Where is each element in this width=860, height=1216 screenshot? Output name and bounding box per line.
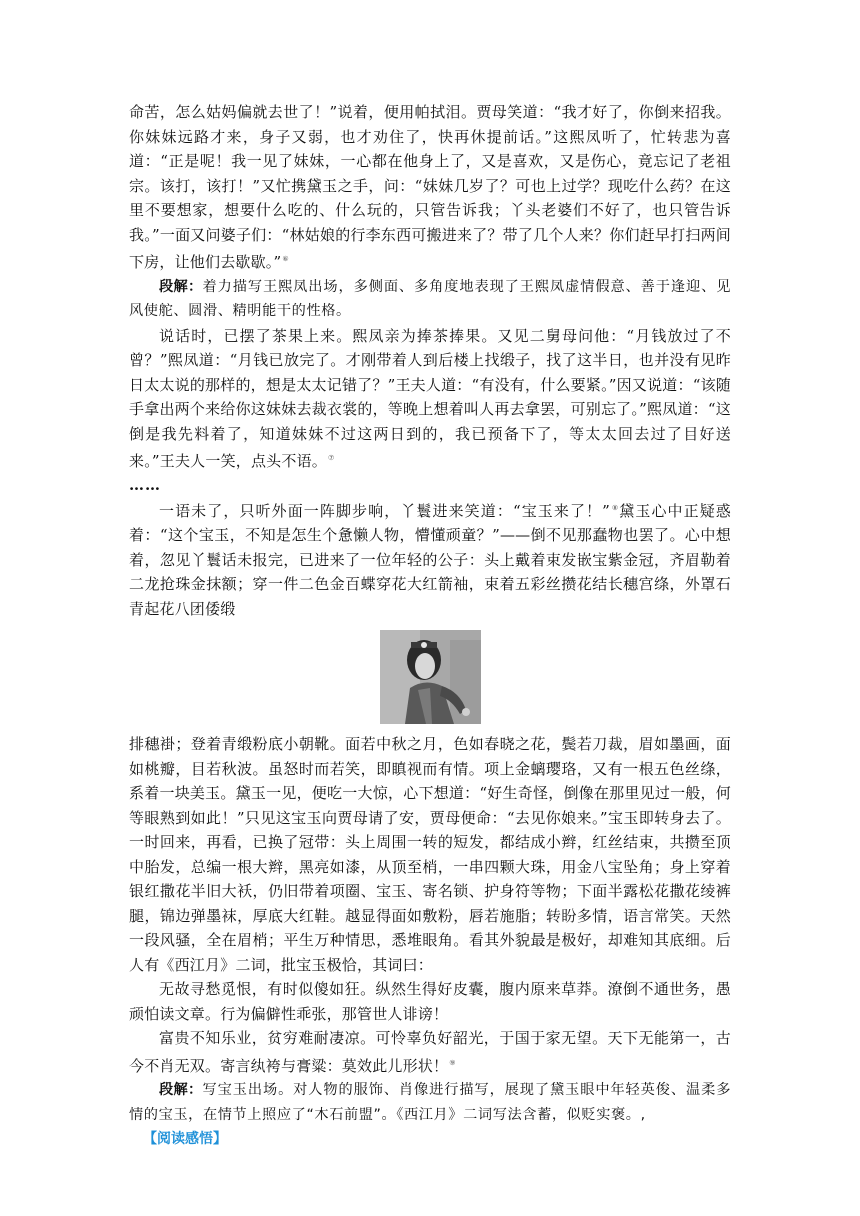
footnote-marker: ⑧ — [611, 503, 620, 512]
analysis-label: 段解： — [159, 278, 203, 295]
footnote-marker: ⑥ — [282, 255, 289, 263]
paragraph-wang-xifeng-speech — [129, 100, 731, 275]
paragraph-text: 一语未了，只听外面一阵脚步响，丫鬟进来笑道：“宝玉来了！” — [159, 501, 611, 520]
paragraph-text: 黛玉心中正疑惑着：“这个宝玉，不知是怎生个惫懒人物，懵懂顽童？”——倒不见那蠢物也罢了。心中想着，忽见丫鬟话未报完，已进来了一位年轻的公子：头上戴着束发嵌宝紫金冠，齐眉勒着二龙抢珠金抹额；穿一件二色金百蝶穿花大红箭袖，束着五彩丝攒花结长穗宫绦，外罩石青起花八团倭缎 — [129, 501, 732, 618]
paragraph-text: 说话时，已摆了茶果上来。熙凤亲为捧茶捧果。又见二舅母问他：“月钱放过了不曾？”熙凤道：“月钱已放完了。才刚带着人到后楼上找缎子，找了这半日，也并没有见昨日太太说的那样的，想是太太记错了？”王夫人道：“有没有，什么要紧。”因又说道：“该随手拿出两个来给你这妹妹去裁衣裳的，等晚上想着叫人再去拿罢，可别忘了。”熙凤道：“这倒是我先料着了，知道妹妹不过这两日到的，我已预备下了，等太太回去过了目好送来。”王夫人一笑，点头不语。 — [129, 326, 731, 470]
paragraph-analysis-1 — [129, 275, 731, 324]
paragraph-monthly-allowance — [129, 324, 731, 474]
poem-xijiangyue-1 — [129, 977, 731, 1026]
ellipsis-separator: …… — [129, 475, 161, 494]
poem-xijiangyue-2 — [129, 1026, 731, 1078]
analysis-text: 着力描写王熙凤出场，多侧面、多角度地表现了王熙凤虚情假意、善于逢迎、见风使舵、圆滑、精明能干的性格。 — [129, 278, 731, 319]
paragraph-baoyu-description — [129, 732, 731, 977]
paragraph-text: 排穗褂；登着青缎粉底小朝靴。面若中秋之月，色如春晓之花，鬓若刀裁，眉如墨画，面如桃瓣，目若秋波。虽怒时而若笑，即瞋视而有情。项上金螭璎珞，又有一根五色丝绦，系着一块美玉。黛玉一见，便吃一大惊，心下想道：“好生奇怪，倒像在那里见过一般，何等眼熟到如此！”只见这宝玉向贾母请了安，贾母便命：“去见你娘来。”宝玉即转身去了。一时回来，再看，已换了冠带：头上周围一转的短发，都结成小辫，红丝结束，共攒至顶中胎发，总编一根大辫，黑亮如漆，从顶至梢，一串四颗大珠，用金八宝坠角；身上穿着银红撒花半旧大袄，仍旧带着项圈、宝玉、寄名锁、护身符等物；下面半露松花撒花绫裤腿，锦边弹墨袜，厚底大红鞋。越显得面如敷粉，唇若施脂；转盼多情，语言常笑。天然一段风骚，全在眉梢；平生万种情思，悉堆眼角。看其外貌最是极好，却难知其底细。后人有《西江月》二词，批宝玉极恰，其词曰： — [129, 735, 731, 974]
paragraph-analysis-2 — [129, 1078, 731, 1127]
paragraph-text: 命苦，怎么姑妈偏就去世了！”说着，便用帕拭泪。贾母笑道：“我才好了，你倒来招我。你妹妹远路才来，身子又弱，也才劝住了，快再休提前话。”这熙凤听了，忙转悲为喜道：“正是呢！我一见了妹妹，一心都在他身上了，又是喜欢，又是伤心，竟忘记了老祖宗。该打，该打！”又忙携黛玉之手，问：“妹妹几岁了？可也上过学？现吃什么药？在这里不要想家，想要什么吃的、什么玩的，只管告诉我；丫头老婆们不好了，也只管告诉我。”一面又问婆子们：“林姑娘的行李东西可搬进来了？带了几个人来？你们赶早打扫两间下房，让他们去歇歇。” — [129, 103, 731, 271]
footnote-marker: ⑦ — [327, 454, 335, 462]
analysis-text: 写宝玉出场。对人物的服饰、肖像进行描写，展现了黛玉眼中年轻英俊、温柔多情的宝玉，在情节上照应了“木石前盟”。《西江月》二词写法含蓄，似贬实褒。, — [129, 1082, 731, 1123]
footnote-marker: ⑨ — [449, 1058, 456, 1067]
paragraph-baoyu-arrives — [129, 496, 731, 622]
analysis-label: 段解： — [159, 1082, 203, 1098]
poem-text: 富贵不知乐业，贫穷难耐凄凉。可怜辜负好韶光，于国于家无望。天下无能第一，古今不肖无双。寄言纨袴与膏粱：莫效此儿形状！ — [129, 1029, 731, 1075]
poem-text: 无故寻愁觅恨，有时似傻如狂。纵然生得好皮囊，腹内原来草莽。潦倒不通世务，愚顽怕读文章。行为偏僻性乖张，那管世人诽谤！ — [129, 980, 731, 1023]
document-page — [129, 100, 731, 1151]
section-heading-reading-reflection: 【阅读感悟】 — [143, 1131, 227, 1147]
figure — [129, 630, 731, 724]
portrait-illustration — [380, 630, 481, 724]
baoyu-portrait-image — [380, 630, 481, 724]
